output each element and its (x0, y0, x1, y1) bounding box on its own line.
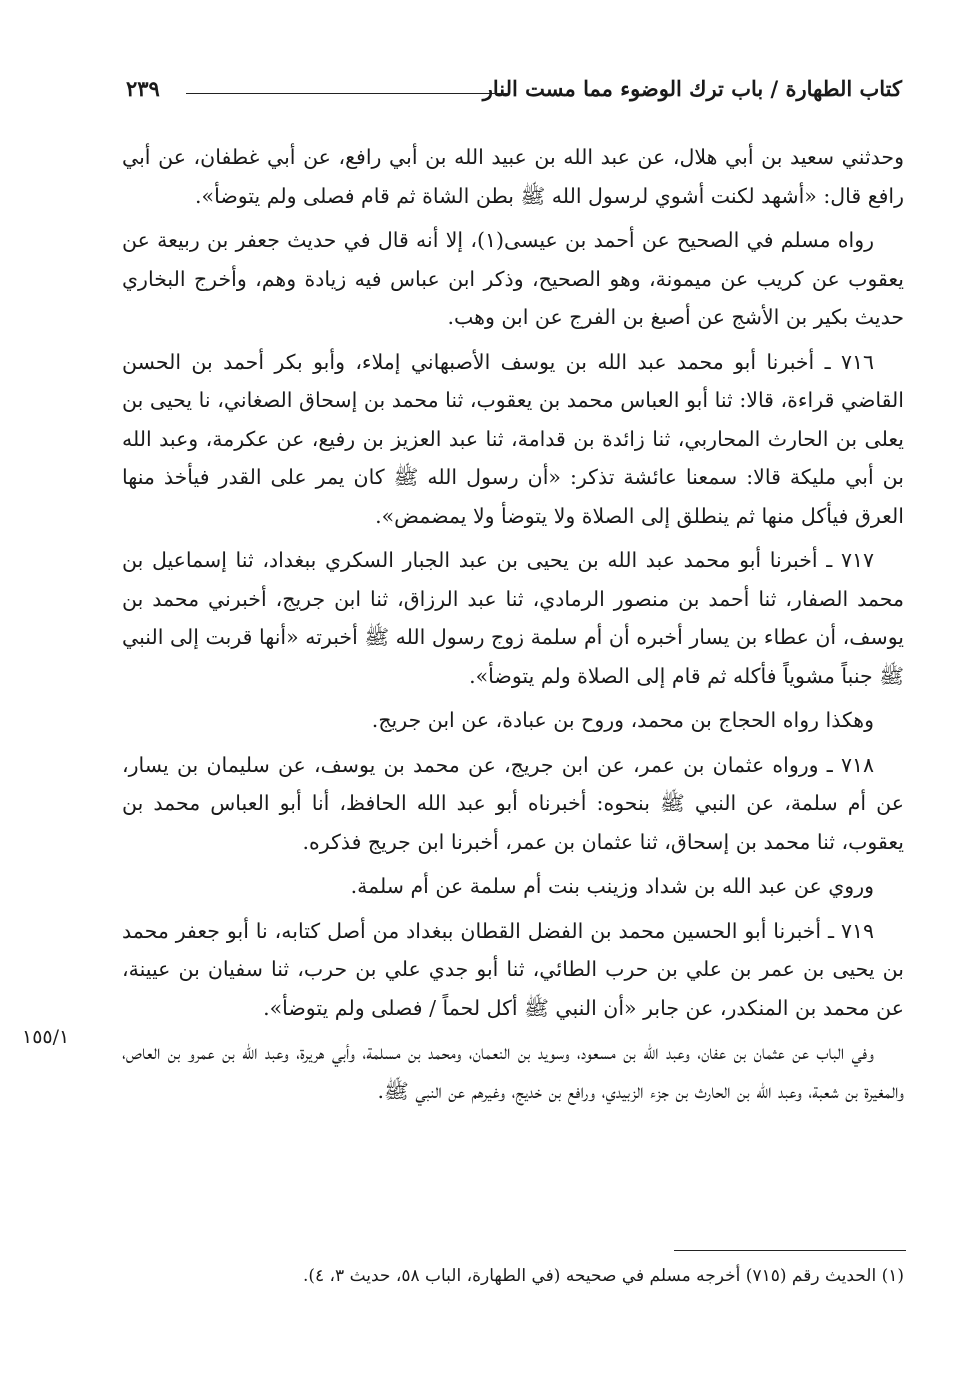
running-header (120, 74, 902, 108)
paragraph-hadith-716: ٧١٦ ـ أخبرنا أبو محمد عبد الله بن يوسف الأصبهاني إملاء، وأبو بكر أحمد بن الحسن القاضي قراءة، قالا: ثنا أبو العباس محمد بن يعقوب، ثنا محمد بن إسحاق الصغاني، نا يحيى بن يعلى بن الحارث المحاربي، ثنا زائدة بن قدامة، ثنا عبد العزيز بن رفيع، عن عكرمة، وعبد الله بن أبي مليكة قالا: سمعنا عائشة تذكر: «أن رسول الله ﷺ كان يمر على القدر فيأخذ منها العرق فيأكل منها ثم ينطلق إلى الصلاة ولا يتوضأ ولا يمضمض». (122, 349, 904, 528)
paragraph-hadith-717: ٧١٧ ـ أخبرنا أبو محمد عبد الله بن يحيى بن عبد الجبار السكري ببغداد، ثنا إسماعيل بن محمد الصفار، ثنا أحمد بن منصور الرمادي، ثنا عبد الرزاق، ثنا ابن جريج، أخبرني محمد بن يوسف، أن عطاء بن يسار أخبره أن أم سلمة زوج رسول الله ﷺ أخبرته «أنها قربت إلى النبي ﷺ جنباً مشوياً فأكله ثم قام إلى الصلاة ولم يتوضأ». (122, 548, 904, 688)
paragraph-commentary: وهكذا رواه الحجاج بن محمد، وروح بن عبادة، عن ابن جريج. (371, 708, 874, 732)
paragraph-chapter-references: وفي الباب عن عثمان بن عفان، وعبد الله بن مسعود، وسويد بن النعمان، ومحمد بن مسلمة، وأبي هريرة، وعبد الله بن عمرو بن العاص، والمغيرة بن شعبة، وعبد الله بن الحارث بن جزء الزبيدي، ورافع بن خديج، وغيرهم عن النبي ﷺ. (122, 1040, 904, 1103)
margin-volume-page-note: ١٥٥/١ (22, 1026, 70, 1048)
page-number: ٢٣٩ (126, 76, 160, 101)
header-title: كتاب الطهارة / باب ترك الوضوء مما مست النار (482, 76, 902, 101)
paragraph-commentary: رواه مسلم في الصحيح عن أحمد بن عيسى(١)، إلا أنه قال في حديث جعفر بن ربيعة عن يعقوب عن كريب عن ميمونة، وهو الصحيح، وذكر ابن عباس فيه زيادة وهم، وأخرج البخاري حديث بكير بن الأشج عن أصبغ بن الفرج عن ابن وهب. (122, 228, 904, 329)
footnote: (١) الحديث رقم (٧١٥) أخرجه مسلم في صحيحه (في الطهارة، الباب ٥٨، حديث ٣، ٤). (302, 1266, 904, 1286)
header-rule (186, 93, 510, 94)
paragraph-continuation: وحدثني سعيد بن أبي هلال، عن عبد الله بن عبيد الله بن أبي رافع، عن أبي غطفان، عن أبي رافع قال: «أشهد لكنت أشوي لرسول الله ﷺ بطن الشاة ثم قام فصلى ولم يتوضأ». (122, 145, 904, 208)
footnote-rule (674, 1250, 906, 1251)
main-text (122, 138, 904, 1116)
paragraph-hadith-718: ٧١٨ ـ ورواه عثمان بن عمر، عن ابن جريج، عن محمد بن يوسف، عن سليمان بن يسار، عن أم سلمة، عن النبي ﷺ بنحوه: أخبرناه أبو عبد الله الحافظ، أنا أبو العباس محمد بن يعقوب، ثنا محمد بن إسحاق، ثنا عثمان بن عمر، أخبرنا ابن جريج فذكره. (122, 752, 904, 854)
paragraph-commentary: وروي عن عبد الله بن شداد وزينب بنت أم سلمة عن أم سلمة. (350, 874, 874, 898)
paragraph-hadith-719: ٧١٩ ـ أخبرنا أبو الحسين محمد بن الفضل القطان ببغداد من أصل كتابه، نا أبو جعفر محمد بن يحيى بن عمر بن علي بن حرب الطائي، ثنا أبو جدي علي بن حرب، ثنا سفيان بن عيينة، عن محمد بن المنكدر، عن جابر «أن النبي ﷺ أكل لحماً / فصلى ولم يتوضأ». (122, 918, 904, 1020)
